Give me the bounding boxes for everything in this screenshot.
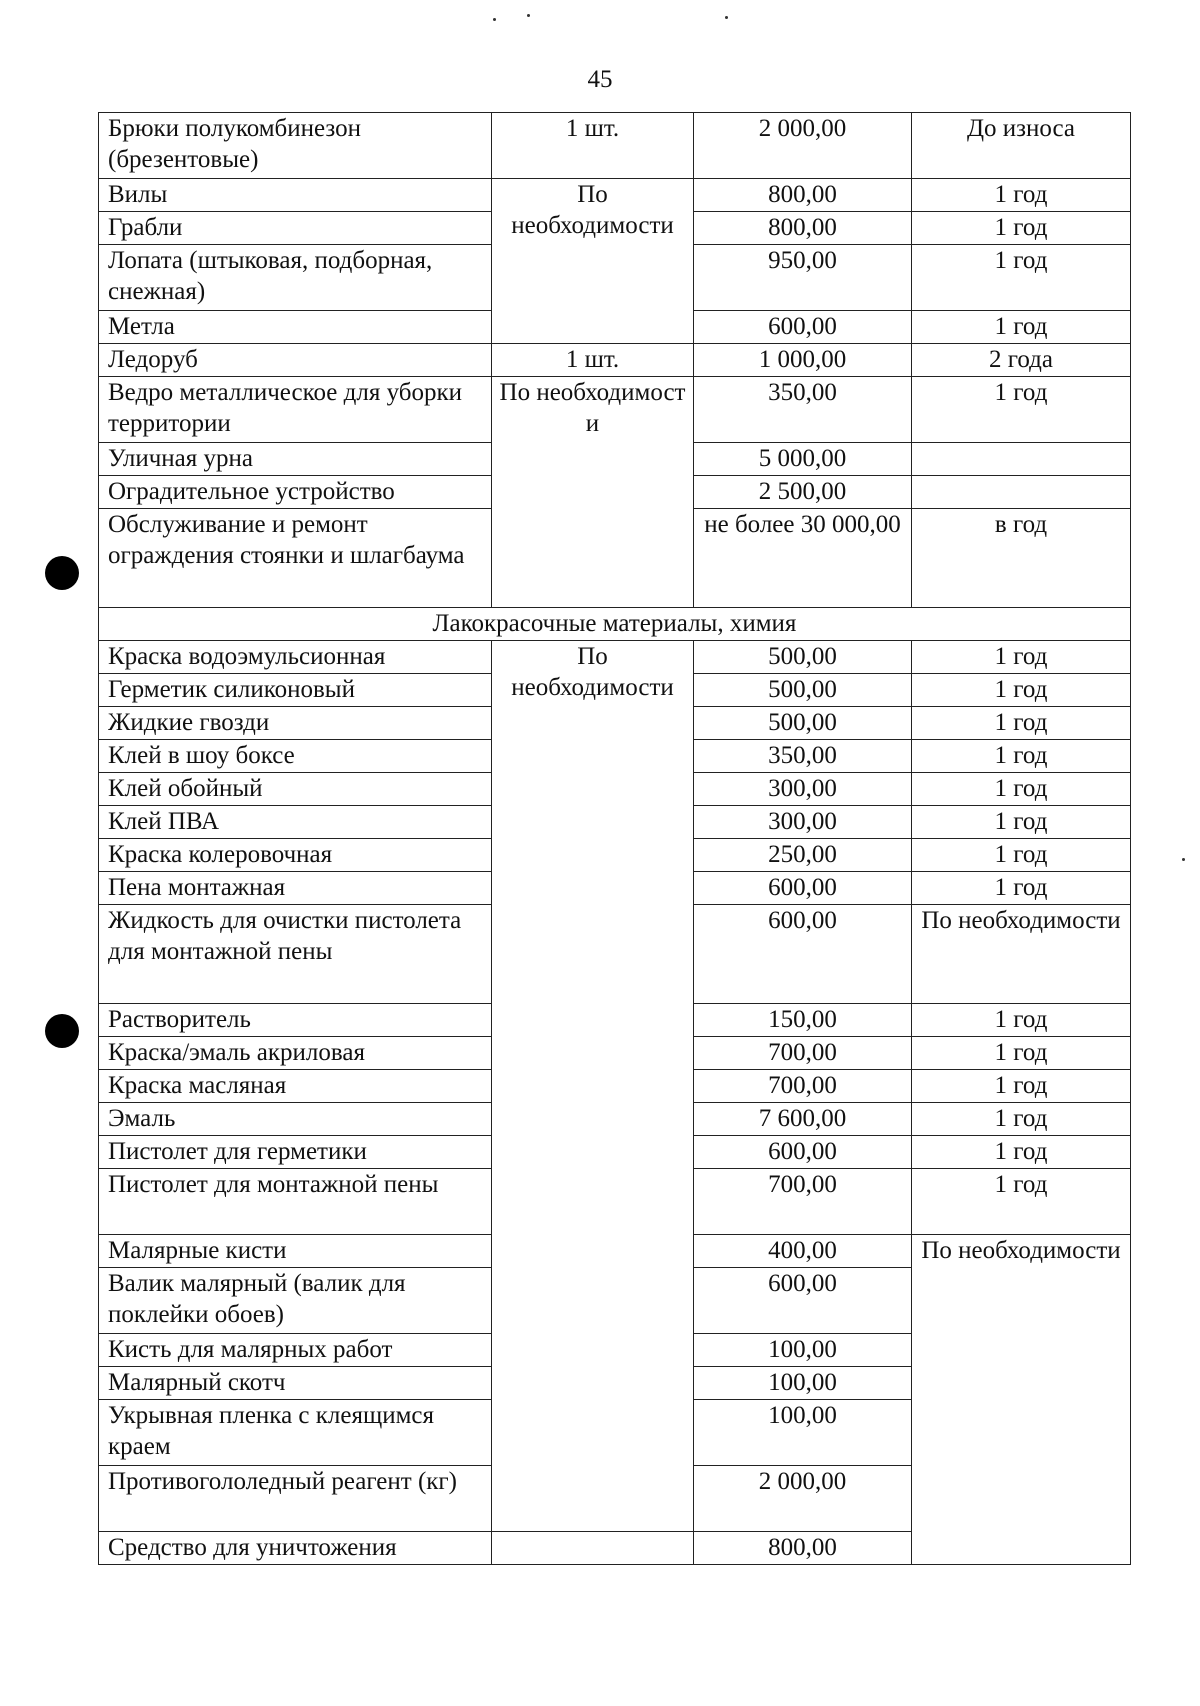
section-title: Лакокрасочные материалы, химия xyxy=(99,608,1131,641)
item-term: 1 год xyxy=(912,1004,1131,1037)
item-term: 1 год xyxy=(912,377,1131,443)
item-price: 700,00 xyxy=(694,1070,912,1103)
item-price: 2 000,00 xyxy=(694,1466,912,1532)
table-row xyxy=(99,179,1131,212)
item-price: 500,00 xyxy=(694,641,912,674)
table-row xyxy=(99,344,1131,377)
item-term: 1 год xyxy=(912,311,1131,344)
item-price: 800,00 xyxy=(694,179,912,212)
item-name: Клей ПВА xyxy=(99,806,492,839)
item-name: Противогололедный реагент (кг) xyxy=(99,1466,492,1532)
scan-speck xyxy=(1182,858,1185,861)
item-name: Малярный скотч xyxy=(99,1367,492,1400)
item-term: 1 год xyxy=(912,740,1131,773)
item-price: 600,00 xyxy=(694,1268,912,1334)
item-term: 1 год xyxy=(912,872,1131,905)
item-qty: По необходимост и xyxy=(492,377,694,608)
item-name: Средство для уничтожения xyxy=(99,1532,492,1565)
item-name: Клей обойный xyxy=(99,773,492,806)
item-name: Грабли xyxy=(99,212,492,245)
item-term: 1 год xyxy=(912,212,1131,245)
punch-hole xyxy=(45,1014,79,1048)
item-price: 600,00 xyxy=(694,1136,912,1169)
item-name: Жидкость для очистки пистолета для монтажной пены xyxy=(99,905,492,1004)
item-price: 500,00 xyxy=(694,707,912,740)
item-name: Ледоруб xyxy=(99,344,492,377)
item-price: 700,00 xyxy=(694,1169,912,1235)
item-term xyxy=(912,476,1131,509)
item-name: Клей в шоу боксе xyxy=(99,740,492,773)
item-price: 600,00 xyxy=(694,872,912,905)
item-price: 100,00 xyxy=(694,1334,912,1367)
item-price: 100,00 xyxy=(694,1400,912,1466)
item-name: Брюки полукомбинезон (брезентовые) xyxy=(99,113,492,179)
scan-speck xyxy=(725,16,728,19)
item-price: 700,00 xyxy=(694,1037,912,1070)
item-price: 7 600,00 xyxy=(694,1103,912,1136)
item-name: Укрывная пленка с клеящимся краем xyxy=(99,1400,492,1466)
item-price: 800,00 xyxy=(694,1532,912,1565)
item-name: Вилы xyxy=(99,179,492,212)
item-term: 2 года xyxy=(912,344,1131,377)
item-price: 5 000,00 xyxy=(694,443,912,476)
item-name: Пистолет для герметики xyxy=(99,1136,492,1169)
item-term: 1 год xyxy=(912,839,1131,872)
item-qty: 1 шт. xyxy=(492,344,694,377)
item-name: Оградительное устройство xyxy=(99,476,492,509)
item-term: 1 год xyxy=(912,773,1131,806)
item-price: не более 30 000,00 xyxy=(694,509,912,608)
punch-hole xyxy=(45,556,79,590)
table-row xyxy=(99,113,1131,179)
item-name: Пистолет для монтажной пены xyxy=(99,1169,492,1235)
item-name: Пена монтажная xyxy=(99,872,492,905)
item-term: По необходимости xyxy=(912,1235,1131,1565)
item-term: 1 год xyxy=(912,1169,1131,1235)
item-term: 1 год xyxy=(912,806,1131,839)
item-price: 300,00 xyxy=(694,773,912,806)
scan-speck xyxy=(527,14,530,17)
table-row xyxy=(99,641,1131,674)
item-term: 1 год xyxy=(912,1070,1131,1103)
item-name: Метла xyxy=(99,311,492,344)
section-header-row xyxy=(99,608,1131,641)
item-name: Уличная урна xyxy=(99,443,492,476)
item-term: 1 год xyxy=(912,245,1131,311)
item-name: Кисть для малярных работ xyxy=(99,1334,492,1367)
item-name: Краска/эмаль акриловая xyxy=(99,1037,492,1070)
item-name: Герметик силиконовый xyxy=(99,674,492,707)
item-term: 1 год xyxy=(912,674,1131,707)
item-term: 1 год xyxy=(912,1136,1131,1169)
item-price: 2 500,00 xyxy=(694,476,912,509)
item-name: Краска колеровочная xyxy=(99,839,492,872)
item-name: Лопата (штыковая, подборная, снежная) xyxy=(99,245,492,311)
item-term: По необходимости xyxy=(912,905,1131,1004)
item-name: Ведро металлическое для уборки территории xyxy=(99,377,492,443)
scan-speck xyxy=(493,18,496,21)
item-price: 400,00 xyxy=(694,1235,912,1268)
item-term: До износа xyxy=(912,113,1131,179)
item-price: 150,00 xyxy=(694,1004,912,1037)
item-price: 1 000,00 xyxy=(694,344,912,377)
item-price: 500,00 xyxy=(694,674,912,707)
item-price: 350,00 xyxy=(694,377,912,443)
item-term: 1 год xyxy=(912,179,1131,212)
item-price: 250,00 xyxy=(694,839,912,872)
supplies-table xyxy=(98,112,1131,1565)
item-price: 300,00 xyxy=(694,806,912,839)
item-term: 1 год xyxy=(912,1037,1131,1070)
item-term xyxy=(912,443,1131,476)
item-term: 1 год xyxy=(912,641,1131,674)
item-price: 950,00 xyxy=(694,245,912,311)
item-name: Эмаль xyxy=(99,1103,492,1136)
item-qty xyxy=(492,1532,694,1565)
item-price: 100,00 xyxy=(694,1367,912,1400)
item-name: Жидкие гвозди xyxy=(99,707,492,740)
item-qty: 1 шт. xyxy=(492,113,694,179)
item-name: Валик малярный (валик для поклейки обоев) xyxy=(99,1268,492,1334)
item-term: 1 год xyxy=(912,707,1131,740)
item-name: Краска масляная xyxy=(99,1070,492,1103)
item-price: 600,00 xyxy=(694,905,912,1004)
item-price: 350,00 xyxy=(694,740,912,773)
item-term: в год xyxy=(912,509,1131,608)
item-name: Малярные кисти xyxy=(99,1235,492,1268)
page-number: 45 xyxy=(587,66,613,93)
item-name: Обслуживание и ремонт ограждения стоянки и шлагбаума xyxy=(99,509,492,608)
item-qty: По необходимости xyxy=(492,179,694,344)
item-qty: По необходимости xyxy=(492,641,694,1532)
table-row xyxy=(99,377,1131,443)
item-name: Растворитель xyxy=(99,1004,492,1037)
item-name: Краска водоэмульсионная xyxy=(99,641,492,674)
item-price: 600,00 xyxy=(694,311,912,344)
item-term: 1 год xyxy=(912,1103,1131,1136)
item-price: 800,00 xyxy=(694,212,912,245)
item-price: 2 000,00 xyxy=(694,113,912,179)
